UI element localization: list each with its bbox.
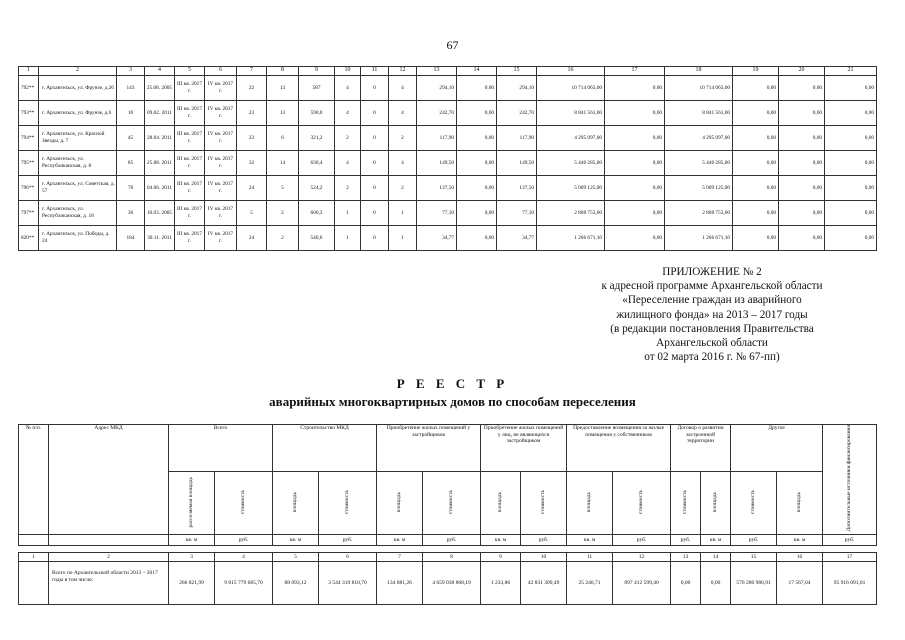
table-cell: 0,00 (825, 126, 877, 151)
total-value-cell: 0,00 (701, 561, 731, 604)
column-number: 17 (823, 552, 877, 561)
table-cell: 24 (237, 226, 267, 251)
table-cell: 0,00 (825, 201, 877, 226)
subheader-cell: стоимость (215, 472, 273, 535)
table-cell: 184 (117, 226, 145, 251)
table-cell: 5 009 125,00 (537, 176, 605, 201)
column-number: 19 (733, 67, 779, 76)
table-cell: 795** (19, 151, 39, 176)
table-cell: 149,50 (497, 151, 537, 176)
table-cell: 0,00 (605, 126, 665, 151)
table-cell: III кв. 2017 г. (175, 176, 205, 201)
table-cell: 0,00 (457, 226, 497, 251)
spacer-row (19, 545, 877, 552)
table-cell: IV кв. 2017 г. (205, 176, 237, 201)
table-cell: IV кв. 2017 г. (205, 151, 237, 176)
units-row (19, 534, 877, 545)
table-cell: 0,00 (825, 151, 877, 176)
unit-cell: руб. (731, 534, 777, 545)
table-cell: 0,00 (457, 101, 497, 126)
table-cell: 242,70 (497, 101, 537, 126)
total-value-cell: 4 659 038 868,19 (423, 561, 481, 604)
table-cell: 0 (361, 201, 389, 226)
total-value-cell: 9 815 779 685,70 (215, 561, 273, 604)
appendix-line: ПРИЛОЖЕНИЕ № 2 (662, 266, 762, 278)
table-cell: III кв. 2017 г. (175, 151, 205, 176)
table-cell: 10 714 063,00 (537, 76, 605, 101)
column-number: 7 (377, 552, 423, 561)
table-cell: 32 (237, 151, 267, 176)
column-number: 18 (665, 67, 733, 76)
subheader-cell: расселяемая площадь (169, 472, 215, 535)
table-cell: 0,00 (779, 201, 825, 226)
table-cell: 04.06. 2011 (145, 176, 175, 201)
unit-cell: кв. м (377, 534, 423, 545)
table-cell: 13 (267, 76, 299, 101)
table-cell: 0,00 (605, 76, 665, 101)
total-value-cell: 88 093,12 (273, 561, 319, 604)
unit-cell: руб. (215, 534, 273, 545)
column-number: 9 (299, 67, 335, 76)
total-value-cell: 134 081,26 (377, 561, 423, 604)
table-cell: 77,10 (497, 201, 537, 226)
table-cell: 5 (267, 176, 299, 201)
table-cell: 2 808 753,00 (537, 201, 605, 226)
table-cell: 0,00 (825, 76, 877, 101)
table-cell: 0,00 (605, 201, 665, 226)
table-cell: 149,50 (417, 151, 457, 176)
unit-cell: руб. (823, 534, 877, 545)
table-cell: 4 (389, 151, 417, 176)
table-cell: 0,00 (779, 126, 825, 151)
table-cell: 2 (335, 126, 361, 151)
table-cell: 4 (335, 151, 361, 176)
subheader-cell: стоимость (731, 472, 777, 535)
total-row (19, 561, 877, 604)
column-number: 4 (215, 552, 273, 561)
column-number: 9 (481, 552, 521, 561)
table-cell: 0,00 (605, 101, 665, 126)
subheader-cell: стоимость (423, 472, 481, 535)
total-value-cell: 3 544 319 810,70 (319, 561, 377, 604)
total-value-cell: 17 567,04 (777, 561, 823, 604)
table-cell: 0,00 (779, 151, 825, 176)
table-cell: 117,90 (417, 126, 457, 151)
table-cell: 0,00 (825, 101, 877, 126)
column-number: 6 (205, 67, 237, 76)
table-cell: 796** (19, 176, 39, 201)
table-cell: 4 295 097,00 (665, 126, 733, 151)
column-number: 11 (567, 552, 613, 561)
table-cell: 5 (237, 201, 267, 226)
unit-cell: кв. м (273, 534, 319, 545)
registry-subtitle: аварийных многоквартирных домов по способам переселения (269, 394, 636, 409)
table-cell: 34,77 (497, 226, 537, 251)
table-cell: 0,00 (457, 126, 497, 151)
table-cell: 294,10 (417, 76, 457, 101)
table-cell: 2 808 753,00 (665, 201, 733, 226)
table-cell: III кв. 2017 г. (175, 226, 205, 251)
table-row (19, 101, 877, 126)
housing-table-top (18, 66, 877, 251)
unit-cell: руб. (423, 534, 481, 545)
table-cell: 137,50 (497, 176, 537, 201)
table-cell: 8 841 561,00 (537, 101, 605, 126)
column-number: 10 (521, 552, 567, 561)
address-cell: г. Архангельск, ул. Фрунзе, д.6 (39, 101, 117, 126)
column-number: 1 (19, 552, 49, 561)
table-cell: 792** (19, 76, 39, 101)
column-number: 14 (457, 67, 497, 76)
table-cell: 4 (335, 101, 361, 126)
table-cell: 14 (267, 151, 299, 176)
address-cell: г. Архангельск, ул. Республиканская, д. 18 (39, 201, 117, 226)
table-cell: 0,00 (825, 226, 877, 251)
column-number: 5 (273, 552, 319, 561)
address-cell: г. Архангельск, ул. Советская, д. 57 (39, 176, 117, 201)
table-cell: 587 (299, 76, 335, 101)
column-number: 17 (605, 67, 665, 76)
table-cell: 23 (237, 101, 267, 126)
table-cell: 590,0 (299, 101, 335, 126)
table-cell: 5 446 285,00 (665, 151, 733, 176)
table-cell: 1 (389, 226, 417, 251)
table-cell: 10 714 063,00 (665, 76, 733, 101)
table-cell: 1 (335, 201, 361, 226)
column-number: 5 (175, 67, 205, 76)
table-cell: 09.02. 2011 (145, 101, 175, 126)
table-cell: 321,2 (299, 126, 335, 151)
column-number: 2 (39, 67, 117, 76)
table-cell: 600,3 (299, 201, 335, 226)
total-label: Всего по Архангельской области 2013 – 2017 годы в том числе: (49, 561, 169, 604)
table-cell: 5 446 285,00 (537, 151, 605, 176)
table-cell: IV кв. 2017 г. (205, 126, 237, 151)
header-num: № п/п. (19, 425, 49, 535)
unit-cell: руб. (613, 534, 671, 545)
table-cell: 0,00 (605, 151, 665, 176)
column-number: 15 (497, 67, 537, 76)
table-cell: 85 (117, 151, 145, 176)
table-cell: 16 (117, 101, 145, 126)
registry-table (18, 424, 877, 605)
total-value-cell: 25 246,71 (567, 561, 613, 604)
subheader-cell: стоимость (671, 472, 701, 535)
subheader-cell: стоимость (521, 472, 567, 535)
column-number: 10 (335, 67, 361, 76)
table-cell: 25.08. 2005 (145, 76, 175, 101)
header-address: Адрес МКД (49, 425, 169, 535)
unit-cell (19, 534, 49, 545)
total-value-cell: 95 916 091,01 (823, 561, 877, 604)
total-value-cell: 0,00 (671, 561, 701, 604)
table-cell: 0,00 (779, 76, 825, 101)
table-cell: 22 (237, 76, 267, 101)
table-cell: III кв. 2017 г. (175, 126, 205, 151)
table-cell: IV кв. 2017 г. (205, 101, 237, 126)
table-cell: III кв. 2017 г. (175, 76, 205, 101)
unit-cell: руб. (319, 534, 377, 545)
table-cell: 0 (361, 76, 389, 101)
table-cell: 0,00 (733, 151, 779, 176)
table-cell: 36 (117, 201, 145, 226)
table-cell: IV кв. 2017 г. (205, 76, 237, 101)
table-cell: 2 (389, 176, 417, 201)
unit-cell: кв. м (481, 534, 521, 545)
appendix-line: жилищного фонда» на 2013 – 2017 годы (616, 308, 808, 321)
subheader-cell: площадь (777, 472, 823, 535)
table-cell: 0,00 (733, 126, 779, 151)
appendix-line: (в редакции постановления Правительства (610, 322, 814, 335)
table-cell: 2 (335, 176, 361, 201)
header-construction: Строительство МКД (273, 425, 377, 472)
table-cell: 0 (361, 101, 389, 126)
appendix-line: «Переселение граждан из аварийного (622, 294, 802, 307)
column-number: 13 (671, 552, 701, 561)
table-cell: 2 (267, 226, 299, 251)
column-number: 6 (319, 552, 377, 561)
table-cell: 24 (237, 176, 267, 201)
table-cell: 30.11. 2011 (145, 226, 175, 251)
appendix-line: от 02 марта 2016 г. № 67-пп) (644, 351, 780, 364)
table-cell: 0,00 (733, 226, 779, 251)
table-cell: 0,00 (733, 101, 779, 126)
column-number: 4 (145, 67, 175, 76)
table-cell: 117,90 (497, 126, 537, 151)
table-cell: 294,10 (497, 76, 537, 101)
table-cell: III кв. 2017 г. (175, 101, 205, 126)
unit-cell: руб. (521, 534, 567, 545)
table-cell: 0,00 (779, 101, 825, 126)
table-cell: 0,00 (605, 226, 665, 251)
table-cell: 630,4 (299, 151, 335, 176)
table-cell: 0,00 (733, 176, 779, 201)
subheader-cell: площадь (481, 472, 521, 535)
table-cell: 137,50 (417, 176, 457, 201)
column-number: 3 (117, 67, 145, 76)
table-cell: 794** (19, 126, 39, 151)
appendix-block (572, 265, 852, 364)
unit-cell: кв. м (777, 534, 823, 545)
header-total: Всего (169, 425, 273, 472)
table-row (19, 126, 877, 151)
address-cell: г. Архангельск, ул. Республиканская, д. 8 (39, 151, 117, 176)
header-purchase-non-developers: Приобретение жилых помещений у лиц, не являющихся застройщиком (481, 425, 567, 472)
total-value-cell: 897 412 599,40 (613, 561, 671, 604)
address-cell: г. Архангельск, ул. Красной Звезды, д. 7 (39, 126, 117, 151)
total-value-cell: 1 233,86 (481, 561, 521, 604)
table-cell: 0,00 (825, 176, 877, 201)
subheader-cell: площадь (701, 472, 731, 535)
column-number: 8 (423, 552, 481, 561)
table-cell: 793** (19, 101, 39, 126)
table-cell: 10.03. 2005 (145, 201, 175, 226)
table-row (19, 201, 877, 226)
header-extra-funding: Дополнительные источники финансирования (823, 425, 877, 535)
table-cell: 23 (237, 126, 267, 151)
subheader-cell: стоимость (613, 472, 671, 535)
table-cell: 28.04. 2011 (145, 126, 175, 151)
table-cell: III кв. 2017 г. (175, 201, 205, 226)
column-number: 15 (731, 552, 777, 561)
table-cell: 0,00 (779, 226, 825, 251)
header-purchase-developers: Приобретение жилых помещений у застройщиков (377, 425, 481, 472)
table-cell: 0,00 (457, 201, 497, 226)
column-number: 11 (361, 67, 389, 76)
column-number: 12 (613, 552, 671, 561)
subheader-cell: площадь (567, 472, 613, 535)
column-number: 3 (169, 552, 215, 561)
table-row (19, 176, 877, 201)
subheader-cell: площадь (377, 472, 423, 535)
unit-cell: кв. м (169, 534, 215, 545)
table-cell: 0,00 (457, 176, 497, 201)
table-cell: 820** (19, 226, 39, 251)
table-cell: 5 009 125,00 (665, 176, 733, 201)
column-number: 13 (417, 67, 457, 76)
table-cell: 77,10 (417, 201, 457, 226)
table-cell: 1 266 671,10 (537, 226, 605, 251)
table-cell: 1 (389, 201, 417, 226)
subheader-cell: площадь (273, 472, 319, 535)
appendix-line: Архангельской области (656, 337, 768, 350)
total-num-cell (19, 561, 49, 604)
column-number: 14 (701, 552, 731, 561)
table-cell: 13 (267, 101, 299, 126)
column-number: 12 (389, 67, 417, 76)
table-cell: 4 (389, 76, 417, 101)
table-cell: 0 (361, 151, 389, 176)
table-cell: 0,00 (605, 176, 665, 201)
table-cell: 0,00 (457, 151, 497, 176)
table-cell: 524,2 (299, 176, 335, 201)
table-cell: 1 266 671,10 (665, 226, 733, 251)
table-cell: 25.08. 2011 (145, 151, 175, 176)
column-number: 20 (779, 67, 825, 76)
table-cell: 4 295 097,00 (537, 126, 605, 151)
header-provision-owners: Предоставление возмещения за жилые помещения у собственников (567, 425, 671, 472)
table-cell: 0 (361, 226, 389, 251)
table-cell: 0 (361, 176, 389, 201)
table-cell: 2 (389, 126, 417, 151)
table-cell: 2 (267, 201, 299, 226)
column-number: 2 (49, 552, 169, 561)
total-value-cell: 42 831 309,49 (521, 561, 567, 604)
column-number: 16 (537, 67, 605, 76)
table-cell: 4 (335, 76, 361, 101)
table-cell: 797** (19, 201, 39, 226)
table-cell: 4 (389, 101, 417, 126)
column-number: 21 (825, 67, 877, 76)
unit-cell: кв. м (701, 534, 731, 545)
unit-cell (49, 534, 169, 545)
unit-cell: руб. (671, 534, 701, 545)
table-cell: 143 (117, 76, 145, 101)
page-number: 67 (446, 38, 459, 52)
table-cell: 540,6 (299, 226, 335, 251)
table-row (19, 151, 877, 176)
table-cell: 0,00 (733, 201, 779, 226)
table-cell: 0 (361, 126, 389, 151)
table-cell: 78 (117, 176, 145, 201)
column-number: 8 (267, 67, 299, 76)
table-cell: 8 841 561,00 (665, 101, 733, 126)
table-cell: IV кв. 2017 г. (205, 201, 237, 226)
table-cell: 6 (267, 126, 299, 151)
unit-cell: кв. м (567, 534, 613, 545)
column-number: 16 (777, 552, 823, 561)
subheader-cell: стоимость (319, 472, 377, 535)
table-cell: 1 (335, 226, 361, 251)
table-row (19, 226, 877, 251)
column-number-row (19, 67, 877, 76)
column-number: 1 (19, 67, 39, 76)
table-cell: 0,00 (733, 76, 779, 101)
header-other: Другое (731, 425, 823, 472)
table-cell: 242,70 (417, 101, 457, 126)
address-cell: г. Архангельск, ул. Фрунзе, д.26 (39, 76, 117, 101)
table-cell: 34,77 (417, 226, 457, 251)
table-cell: 0,00 (779, 176, 825, 201)
table-cell: 0,00 (457, 76, 497, 101)
total-value-cell: 576 280 986,91 (731, 561, 777, 604)
column-number-row (19, 552, 877, 561)
header-development: Договор о развитии застроенной территории (671, 425, 731, 472)
table-cell: IV кв. 2017 г. (205, 226, 237, 251)
column-number: 7 (237, 67, 267, 76)
registry-title: Р Е Е С Т Р (396, 376, 509, 391)
total-value-cell: 266 821,99 (169, 561, 215, 604)
table-row (19, 76, 877, 101)
appendix-line: к адресной программе Архангельской области (601, 280, 823, 293)
address-cell: г. Архангельск, ул. Победы, д. 24 (39, 226, 117, 251)
table-cell: 45 (117, 126, 145, 151)
